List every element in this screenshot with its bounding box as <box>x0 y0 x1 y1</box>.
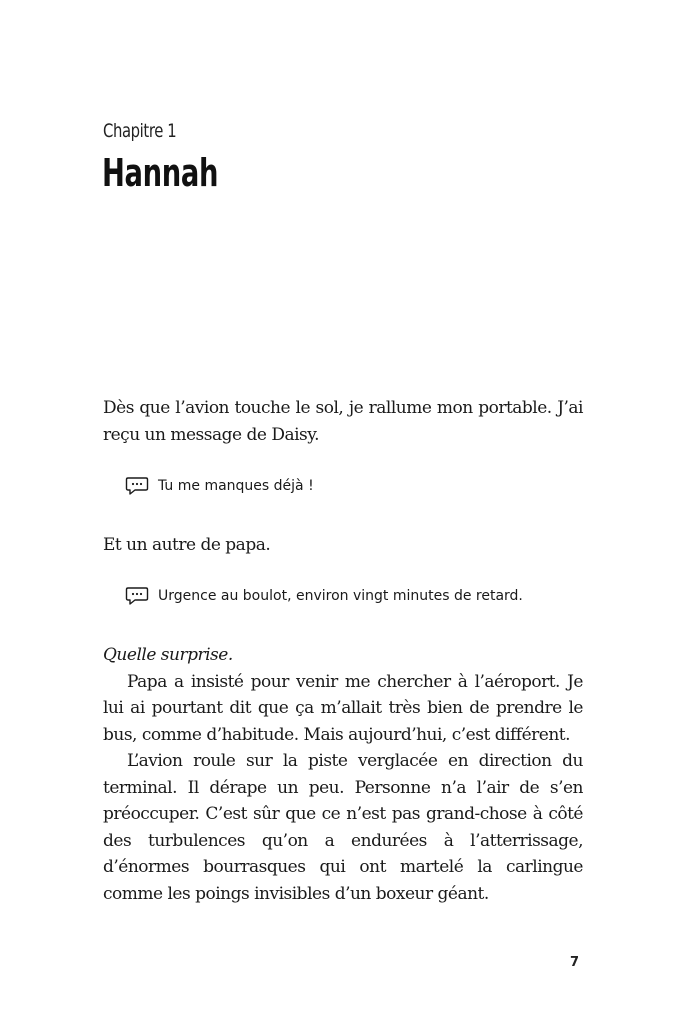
text-message <box>125 476 314 496</box>
paragraph-text: Dès que l’avion touche le sol, je rallume mon portable. J’ai reçu un message de Daisy. <box>103 398 583 445</box>
paragraph-body-2: L’avion roule sur la piste verglacée en direction du terminal. Il dérape un peu. Personne n’a l’air de s’en préoccuper. C’est sûr que ce n’est pas grand-chose à côté des turbulences qu’on a endurées à l’atterrissage, d’énormes bourrasques qui ont martelé la carlingue comme les poings invisibles d’un boxeur géant. <box>103 751 583 904</box>
paragraph-text: Et un autre de papa. <box>103 535 271 555</box>
chat-bubble-icon <box>125 476 149 496</box>
paragraph-intro <box>103 395 583 448</box>
chapter-label: Chapitre 1 <box>103 120 177 142</box>
paragraph-surprise: Quelle surprise. <box>103 645 233 665</box>
message-text: Urgence au boulot, environ vingt minutes de retard. <box>158 588 523 604</box>
chat-bubble-icon <box>125 586 149 606</box>
message-text: Tu me manques déjà ! <box>158 478 314 494</box>
main-text <box>103 642 583 907</box>
text-message <box>125 586 523 606</box>
paragraph-body-1: Papa a insisté pour venir me chercher à l’aéroport. Je lui ai pourtant dit que ça m’allait très bien de prendre le bus, comme d’habitude. Mais aujourd’hui, c’est différent. <box>103 671 583 745</box>
chapter-title: Hannah <box>102 151 219 195</box>
page-number: 7 <box>570 955 580 970</box>
paragraph-second <box>103 532 583 559</box>
